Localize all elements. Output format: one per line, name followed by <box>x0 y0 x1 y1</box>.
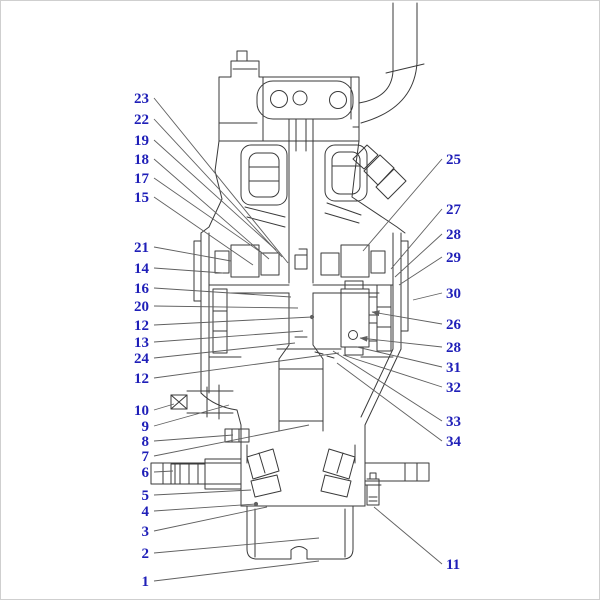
mounting-flanges <box>151 463 429 484</box>
part-number-22: 22 <box>134 112 149 128</box>
leader-line-6 <box>154 471 173 472</box>
part-number-25: 25 <box>446 152 461 168</box>
leader-line-30 <box>413 293 442 300</box>
part-number-16: 16 <box>134 281 149 297</box>
leader-line-9 <box>154 405 229 426</box>
part-number-32: 32 <box>446 380 461 396</box>
inlet-pipe <box>359 3 424 123</box>
part-number-23: 23 <box>134 91 149 107</box>
leader-line-2 <box>154 538 319 553</box>
part-number-30: 30 <box>446 286 461 302</box>
part-number-15: 15 <box>134 190 149 206</box>
part-number-8: 8 <box>141 434 149 450</box>
leader-line-8 <box>154 435 233 441</box>
part-number-31: 31 <box>446 360 461 376</box>
part-number-4: 4 <box>141 504 149 520</box>
part-number-12: 12 <box>134 318 149 334</box>
leader-line-15 <box>154 197 253 265</box>
part-number-24: 24 <box>134 351 149 367</box>
part-number-17: 17 <box>134 171 149 187</box>
part-number-14: 14 <box>134 261 149 277</box>
leader-line-14 <box>154 268 223 273</box>
leader-line-26 <box>372 312 442 324</box>
part-number-26: 26 <box>446 317 461 333</box>
part-number-28: 28 <box>446 227 461 243</box>
leader-line-3 <box>154 507 267 531</box>
part-number-13: 13 <box>134 335 149 351</box>
leader-line-5 <box>154 490 251 495</box>
part-number-34: 34 <box>446 434 461 450</box>
leader-line-13 <box>154 331 303 342</box>
part-number-18: 18 <box>134 152 149 168</box>
output-shaft <box>279 293 323 431</box>
part-number-6: 6 <box>141 465 149 481</box>
hose-fitting-45deg <box>353 145 406 199</box>
leader-line-32 <box>343 355 442 387</box>
leader-line-25 <box>363 159 442 251</box>
part-number-29: 29 <box>446 250 461 266</box>
leader-line-1 <box>154 561 319 581</box>
leader-line-27 <box>391 209 442 269</box>
part-number-12: 12 <box>134 371 149 387</box>
leader-line-24 <box>154 343 295 358</box>
part-number-33: 33 <box>446 414 461 430</box>
leader-line-12 <box>154 317 312 325</box>
assembly-cross-section-diagram <box>1 1 599 599</box>
part-number-11: 11 <box>446 557 461 573</box>
leader-line-29 <box>399 257 442 285</box>
leader-line-12 <box>154 353 339 378</box>
drain-bolt <box>365 473 381 505</box>
leader-line-21 <box>154 247 231 261</box>
part-number-3: 3 <box>141 524 149 540</box>
motor-body <box>201 119 405 283</box>
leader-line-34 <box>337 363 442 441</box>
part-number-10: 10 <box>134 403 149 419</box>
part-number-9: 9 <box>141 419 149 435</box>
part-number-1: 1 <box>141 574 149 590</box>
lower-bearings-case <box>241 445 365 559</box>
cross-section-line-art <box>151 3 429 559</box>
part-number-21: 21 <box>134 240 149 256</box>
leader-line-4 <box>154 504 256 511</box>
part-number-5: 5 <box>141 488 149 504</box>
leader-line-11 <box>374 507 442 564</box>
part-number-19: 19 <box>134 133 149 149</box>
part-number-27: 27 <box>446 202 461 218</box>
leader-line-19 <box>154 140 276 250</box>
part-number-2: 2 <box>141 546 149 562</box>
callout-layer <box>134 91 462 590</box>
part-number-20: 20 <box>134 299 149 315</box>
part-number-7: 7 <box>141 449 149 465</box>
leader-line-20 <box>154 306 298 308</box>
part-number-28: 28 <box>446 340 461 356</box>
bearing-valve-row <box>209 245 393 293</box>
